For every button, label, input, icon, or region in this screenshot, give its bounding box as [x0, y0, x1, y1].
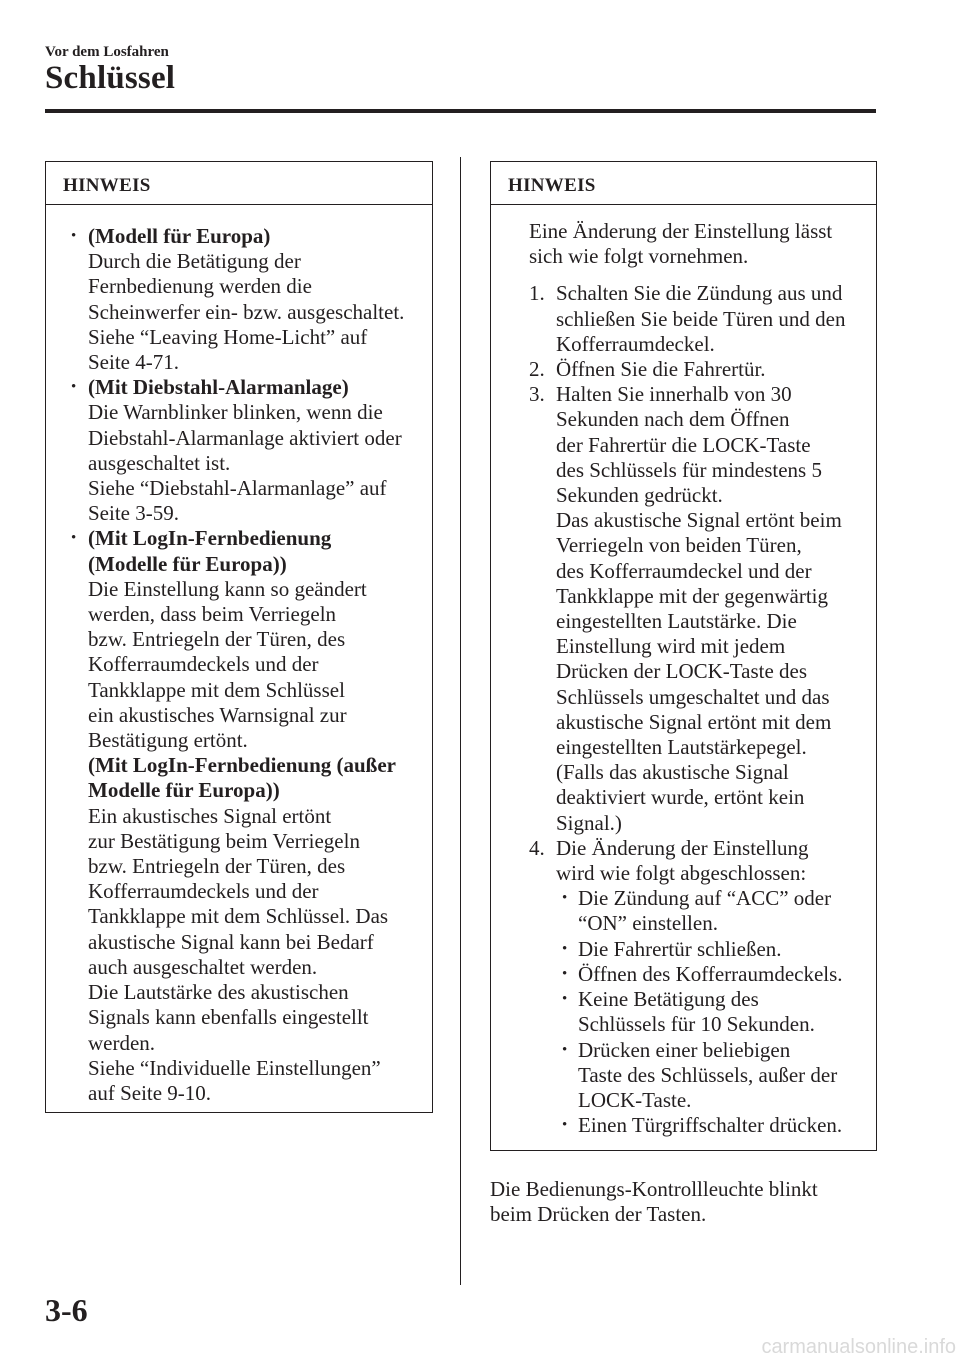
bullet-icon: • [71, 530, 77, 547]
note-intro [491, 205, 870, 269]
step-number: 1. [529, 281, 545, 306]
text-line: Einstellung wird mit jedem [556, 634, 786, 659]
step-number: 4. [529, 835, 545, 860]
text-line: “ON” einstellen. [578, 911, 718, 936]
text-line: werden, dass beim Verriegeln [88, 602, 337, 627]
text-line: Diebstahl-Alarmanlage aktiviert oder [88, 425, 402, 450]
text-line: Siehe “Leaving Home-Licht” auf [88, 324, 368, 349]
item-title: (Modelle für Europa)) [88, 551, 287, 576]
bullet-icon: • [71, 379, 77, 396]
title-rule [45, 109, 876, 113]
text-line: Signals kann ebenfalls eingestellt [88, 1005, 369, 1030]
text-line: Drücken einer beliebigen [578, 1037, 791, 1062]
text-line: Signal.) [556, 810, 622, 835]
text-line: bzw. Entriegeln der Türen, des [88, 627, 346, 652]
text-line: Ein akustisches Signal ertönt [88, 803, 332, 828]
step-number: 2. [529, 357, 545, 382]
text-line: zur Bestätigung beim Verriegeln [88, 828, 360, 853]
text-line: Tankklappe mit dem Schlüssel [88, 677, 345, 702]
text-line: Keine Betätigung des [578, 987, 759, 1012]
text-line: Die Lautstärke des akustischen [88, 980, 349, 1005]
text-line: Sekunden gedrückt. [556, 483, 723, 508]
text-line: Taste des Schlüssels, außer der [578, 1062, 838, 1087]
text-line: Siehe “Individuelle Einstellungen” [88, 1055, 381, 1080]
text-line: Fernbedienung werden die [88, 274, 312, 299]
text-line: der Fahrertür die LOCK-Taste [556, 432, 811, 457]
text-line: LOCK-Taste. [578, 1087, 692, 1112]
text-line: ausgeschaltet ist. [88, 450, 231, 475]
text-line: Schalten Sie die Zündung aus und [556, 281, 843, 306]
bullet-icon: • [562, 890, 568, 907]
text-line: des Schlüssels für mindestens 5 [556, 457, 822, 482]
sub-item [556, 1038, 870, 1114]
text-line: Die Warnblinker blinken, wenn die [88, 400, 383, 425]
sub-item [556, 937, 870, 962]
step-number: 3. [529, 382, 545, 407]
text-line: Öffnen des Kofferraumdeckels. [578, 961, 843, 986]
text-line: Die Änderung der Einstellung [556, 835, 809, 860]
list-item [491, 281, 870, 357]
text-line: Eine Änderung der Einstellung lässt [529, 219, 833, 243]
text-line: Siehe “Diebstahl-Alarmanlage” auf [88, 476, 387, 501]
text-line: bzw. Entriegeln der Türen, des [88, 854, 346, 879]
text-line: Tankklappe mit dem Schlüssel. Das [88, 904, 389, 929]
text-line: Sekunden nach dem Öffnen [556, 407, 790, 432]
text-line: Tankklappe mit der gegenwärtig [556, 583, 829, 608]
text-line: eingestellten Lautstärke. Die [556, 609, 797, 634]
page-title: Schlüssel [45, 60, 176, 96]
list-item [71, 224, 426, 375]
text-line: Kofferraumdeckel. [556, 331, 715, 356]
bullet-icon: • [562, 1117, 568, 1134]
text-line: auf Seite 9-10. [88, 1080, 212, 1105]
text-line: ein akustisches Warnsignal zur [88, 702, 347, 727]
note-heading: HINWEIS [491, 162, 876, 205]
text-line: deaktiviert wurde, ertönt kein [556, 785, 805, 810]
body-paragraph [490, 1177, 870, 1227]
sub-item [556, 962, 870, 987]
text-line: Die Bedienungs-Kontrollleuchte blinkt [490, 1177, 818, 1201]
text-line: akustische Signal ertönt mit dem [556, 709, 832, 734]
text-line: eingestellten Lautstärkepegel. [556, 735, 807, 760]
list-item [491, 382, 870, 836]
text-line: wird wie folgt abgeschlossen: [556, 861, 807, 886]
note-box-right [490, 161, 877, 1151]
text-line: Seite 4-71. [88, 350, 179, 375]
item-title: (Modell für Europa) [88, 224, 271, 248]
list-item [71, 375, 426, 526]
text-line: akustische Signal kann bei Bedarf [88, 929, 374, 954]
bullet-icon: • [562, 965, 568, 982]
text-line: Durch die Betätigung der [88, 249, 301, 274]
sub-list [556, 886, 870, 1138]
note-body [46, 205, 432, 1106]
text-line: Seite 3-59. [88, 501, 179, 526]
note-box-left [45, 161, 433, 1113]
note-heading: HINWEIS [46, 162, 432, 205]
item-subtitle: (Mit LogIn-Fernbedienung (außer [88, 753, 397, 778]
item-title: (Mit LogIn-Fernbedienung [88, 526, 332, 551]
text-line: Drücken der LOCK-Taste des [556, 659, 808, 684]
text-line: beim Drücken der Tasten. [490, 1202, 707, 1227]
text-line: Die Zündung auf “ACC” oder [578, 886, 832, 911]
bullet-icon: • [71, 228, 77, 244]
text-line: Schlüssels umgeschaltet und das [556, 684, 830, 709]
text-line: Halten Sie innerhalb von 30 [556, 382, 792, 407]
bullet-icon: • [562, 1041, 568, 1058]
text-line: schließen Sie beide Türen und den [556, 306, 846, 331]
section-label: Vor dem Losfahren [45, 44, 169, 60]
text-line: Kofferraumdeckels und der [88, 879, 319, 904]
column-divider [460, 157, 461, 1285]
text-line: Öffnen Sie die Fahrertür. [556, 357, 766, 382]
sub-item [556, 1113, 870, 1138]
bullet-icon: • [562, 940, 568, 957]
text-line: Schlüssels für 10 Sekunden. [578, 1012, 815, 1037]
step-list [491, 281, 870, 1138]
text-line: sich wie folgt vornehmen. [529, 244, 749, 269]
note-body [491, 205, 876, 1138]
text-line: (Falls das akustische Signal [556, 760, 789, 785]
bullet-icon: • [562, 991, 568, 1008]
list-item [491, 836, 870, 1138]
text-line: Kofferraumdeckels und der [88, 652, 319, 677]
text-line: auch ausgeschaltet werden. [88, 954, 318, 979]
sub-item [556, 886, 870, 936]
text-line: Bestätigung ertönt. [88, 728, 248, 753]
list-item [71, 526, 426, 1106]
text-line: Das akustische Signal ertönt beim [556, 508, 842, 533]
text-line: Die Einstellung kann so geändert [88, 576, 367, 601]
watermark: carmanualsonline.info [761, 1336, 956, 1358]
list-item [491, 357, 870, 382]
text-line: Scheinwerfer ein- bzw. ausgeschaltet. [88, 299, 405, 324]
page-number: 3-6 [45, 1292, 88, 1328]
text-line: werden. [88, 1030, 156, 1055]
text-line: Verriegeln von beiden Türen, [556, 533, 802, 558]
sub-item [556, 987, 870, 1037]
text-line: des Kofferraumdeckel und der [556, 558, 812, 583]
item-subtitle: Modelle für Europa)) [88, 778, 280, 803]
item-title: (Mit Diebstahl-Alarmanlage) [88, 375, 349, 400]
text-line: Einen Türgriffschalter drücken. [578, 1113, 843, 1138]
text-line: Die Fahrertür schließen. [578, 936, 782, 961]
